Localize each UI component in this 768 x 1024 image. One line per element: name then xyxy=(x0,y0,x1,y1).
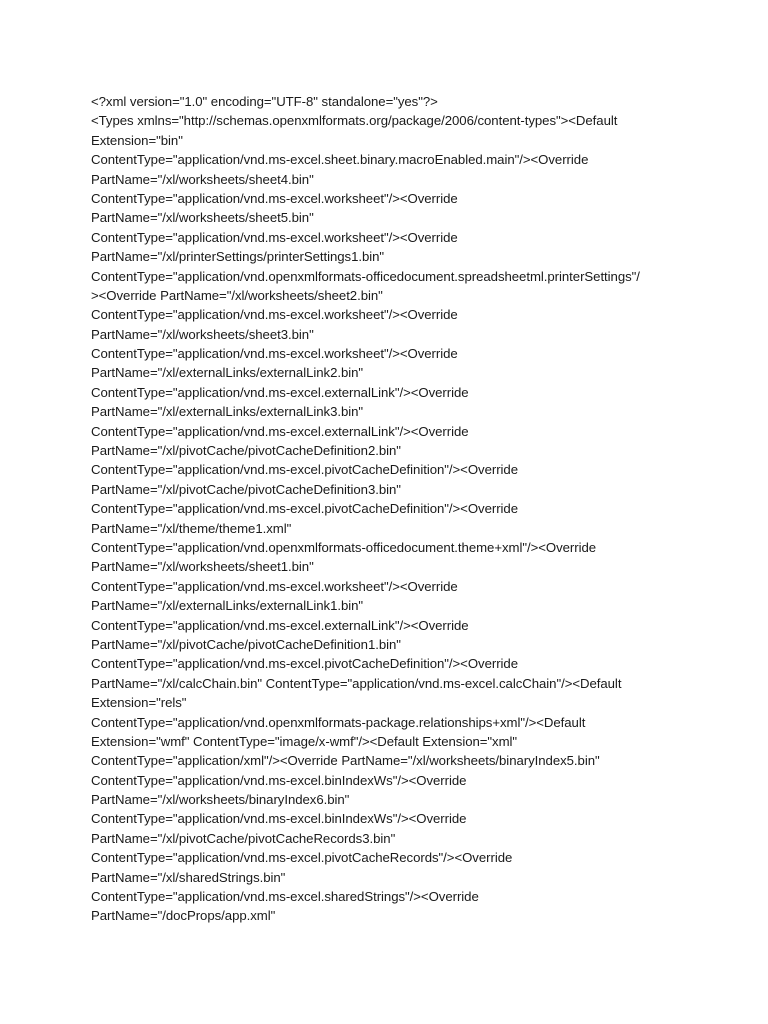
document-line: Extension="wmf" ContentType="image/x-wmf"/><Default Extension="xml" xyxy=(91,733,518,749)
document-line: ContentType="application/vnd.openxmlformats-package.relationships+xml"/><Default xyxy=(91,714,586,730)
document-line: PartName="/xl/worksheets/sheet5.bin" xyxy=(91,210,314,226)
document-line: ContentType="application/vnd.ms-excel.externalLink"/><Override xyxy=(91,617,469,633)
document-line: PartName="/xl/pivotCache/pivotCacheDefinition1.bin" xyxy=(91,636,401,652)
document-line: Extension="rels" xyxy=(91,695,187,711)
document-line: <Types xmlns="http://schemas.openxmlformats.org/package/2006/content-types"><Default xyxy=(91,113,618,129)
document-line: ContentType="application/vnd.ms-excel.worksheet"/><Override xyxy=(91,190,458,206)
document-line: PartName="/xl/sharedStrings.bin" xyxy=(91,869,286,885)
document-line: ContentType="application/vnd.ms-excel.binIndexWs"/><Override xyxy=(91,811,467,827)
document-line: PartName="/xl/worksheets/sheet4.bin" xyxy=(91,171,314,187)
document-body-text xyxy=(91,92,731,926)
document-line: PartName="/xl/externalLinks/externalLink1.bin" xyxy=(91,598,364,614)
document-line: ContentType="application/vnd.ms-excel.pivotCacheRecords"/><Override xyxy=(91,850,513,866)
document-line: ContentType="application/vnd.ms-excel.pivotCacheDefinition"/><Override xyxy=(91,501,518,517)
document-line: ContentType="application/vnd.ms-excel.externalLink"/><Override xyxy=(91,423,469,439)
document-line: PartName="/xl/worksheets/binaryIndex6.bin" xyxy=(91,792,350,808)
document-line: ContentType="application/vnd.ms-excel.pivotCacheDefinition"/><Override xyxy=(91,656,518,672)
document-line: PartName="/xl/pivotCache/pivotCacheRecords3.bin" xyxy=(91,830,396,846)
document-line: ><Override PartName="/xl/worksheets/sheet2.bin" xyxy=(91,287,383,303)
document-line: ContentType="application/vnd.ms-excel.externalLink"/><Override xyxy=(91,384,469,400)
document-line: PartName="/xl/calcChain.bin" ContentType="application/vnd.ms-excel.calcChain"/><Default xyxy=(91,675,622,691)
document-line: PartName="/xl/pivotCache/pivotCacheDefinition3.bin" xyxy=(91,481,401,497)
document-line: ContentType="application/vnd.ms-excel.pivotCacheDefinition"/><Override xyxy=(91,462,518,478)
document-line: ContentType="application/vnd.ms-excel.sheet.binary.macroEnabled.main"/><Override xyxy=(91,152,589,168)
document-line: ContentType="application/vnd.ms-excel.sharedStrings"/><Override xyxy=(91,889,479,905)
document-line: PartName="/xl/externalLinks/externalLink2.bin" xyxy=(91,365,364,381)
document-line: PartName="/xl/theme/theme1.xml" xyxy=(91,520,292,536)
document-line: PartName="/xl/worksheets/sheet1.bin" xyxy=(91,559,314,575)
document-line: Extension="bin" xyxy=(91,132,183,148)
document-line: PartName="/docProps/app.xml" xyxy=(91,908,276,924)
document-line: ContentType="application/vnd.ms-excel.binIndexWs"/><Override xyxy=(91,772,467,788)
document-line: PartName="/xl/worksheets/sheet3.bin" xyxy=(91,326,314,342)
document-line: ContentType="application/xml"/><Override PartName="/xl/worksheets/binaryIndex5.bin" xyxy=(91,753,600,769)
document-line: ContentType="application/vnd.ms-excel.worksheet"/><Override xyxy=(91,229,458,245)
document-line: <?xml version="1.0" encoding="UTF-8" standalone="yes"?> xyxy=(91,94,438,109)
document-line: ContentType="application/vnd.openxmlformats-officedocument.spreadsheetml.printerSettings"/ xyxy=(91,268,640,284)
document-line: PartName="/xl/externalLinks/externalLink3.bin" xyxy=(91,404,364,420)
document-line: ContentType="application/vnd.ms-excel.worksheet"/><Override xyxy=(91,346,458,362)
document-line: PartName="/xl/pivotCache/pivotCacheDefinition2.bin" xyxy=(91,443,401,459)
document-line: ContentType="application/vnd.openxmlformats-officedocument.theme+xml"/><Override xyxy=(91,539,597,555)
document-line: ContentType="application/vnd.ms-excel.worksheet"/><Override xyxy=(91,578,458,594)
document-line: ContentType="application/vnd.ms-excel.worksheet"/><Override xyxy=(91,307,458,323)
document-line: PartName="/xl/printerSettings/printerSettings1.bin" xyxy=(91,249,385,265)
